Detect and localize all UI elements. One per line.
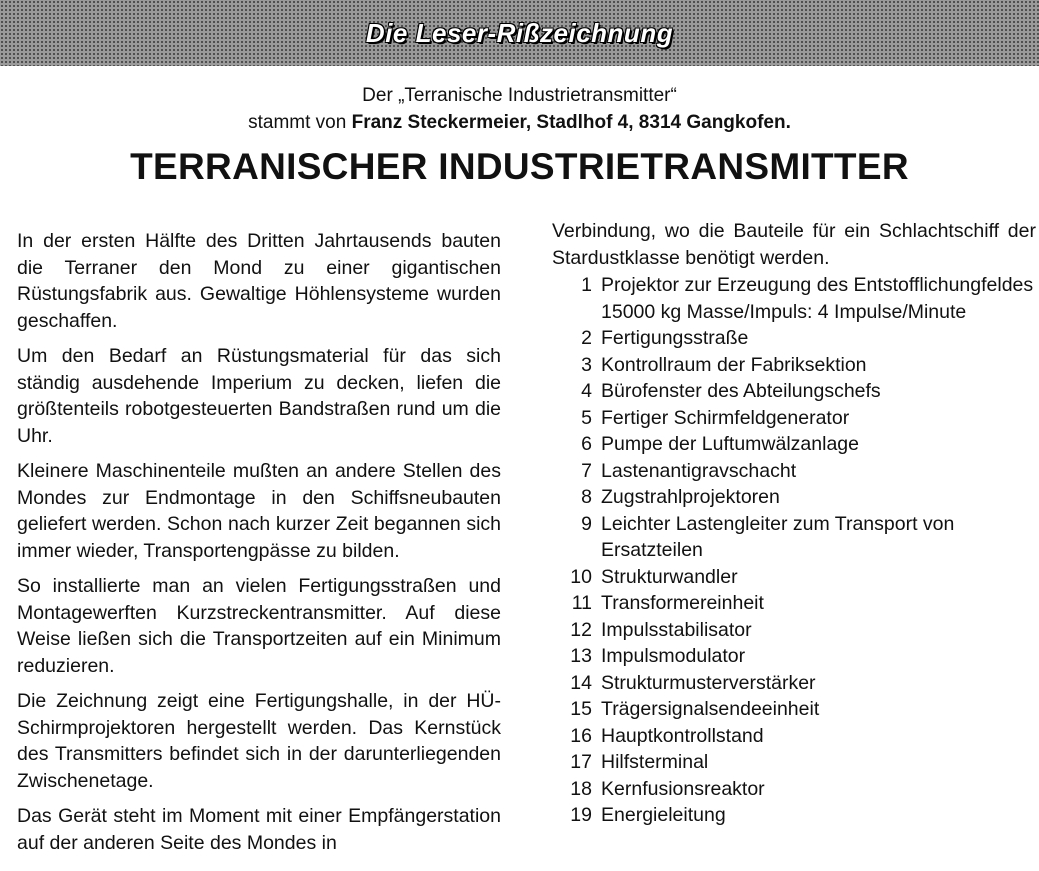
legend-item	[552, 405, 1036, 432]
legend-item-label: Projektor zur Erzeugung des Entstofflichungfeldes	[601, 274, 1034, 296]
legend-item	[552, 484, 1036, 511]
legend-item	[552, 511, 1036, 564]
legend-item-number: 15	[570, 698, 592, 720]
legend-item-label: Kontrollraum der Fabriksektion	[601, 353, 867, 376]
legend-item-text	[601, 749, 1036, 776]
legend-list	[552, 272, 1036, 829]
legend-item-label: Fertigungsstraße	[601, 327, 749, 349]
legend-item-label: Hauptkontrollstand	[601, 724, 764, 747]
legend-item-text	[601, 643, 1036, 670]
right-column	[552, 218, 1036, 829]
legend-item-text	[601, 458, 1036, 485]
legend-item-text	[601, 617, 1036, 644]
legend-item-text	[601, 590, 1036, 617]
legend-item-text	[601, 431, 1036, 458]
legend-item-number: 8	[581, 486, 592, 508]
legend-item	[552, 723, 1036, 750]
legend-item-number: 6	[581, 433, 592, 455]
legend-item-text	[601, 696, 1036, 723]
legend-item-label: Energieleitung	[601, 804, 726, 826]
legend-item	[552, 325, 1036, 352]
legend-item	[552, 590, 1036, 617]
legend-item-label: Lastenantigravschacht	[601, 459, 797, 482]
banner-title: Die Leser-Rißzeichnung	[365, 17, 674, 48]
paragraph: Kleinere Maschinenteile mußten an andere Stellen des Mondes zur Endmontage in den Schiffsneubauten geliefert werden. Schon nach kurzer Zeit begannen sich immer wieder, Transportengpässe zu bilden.	[17, 460, 501, 562]
legend-item-text	[601, 325, 1036, 352]
legend-item-label: Strukturwandler	[601, 565, 738, 588]
legend-item-number: 16	[570, 724, 592, 747]
legend-item-number: 11	[571, 592, 592, 614]
legend-item-number: 5	[581, 406, 592, 429]
legend-item	[552, 776, 1036, 803]
legend-item-label: Bürofenster des Abteilungschefs	[601, 380, 881, 402]
credit-prefix: stammt von	[248, 112, 352, 133]
legend-item	[552, 696, 1036, 723]
legend-item-number: 17	[570, 751, 592, 773]
credit-author: Franz Steckermeier, Stadlhof 4, 8314 Gangkofen.	[351, 112, 791, 133]
legend-item-number: 19	[570, 804, 592, 826]
legend-item	[552, 749, 1036, 776]
paragraph: Um den Bedarf an Rüstungsmaterial für das sich ständig ausdehende Imperium zu decken, liefen die größtenteils robotgesteuerten Bandstraßen rund um die Uhr.	[17, 345, 501, 447]
legend-item-detail: 15000 kg Masse/Impuls: 4 Impulse/Minute	[601, 300, 967, 323]
legend-item-label: Leichter Lastengleiter zum Transport von Ersatzteilen	[601, 512, 955, 561]
legend-item-number: 12	[570, 618, 592, 641]
legend-item-label: Strukturmusterverstärker	[601, 671, 816, 694]
legend-item-number: 13	[570, 645, 592, 667]
credit-line-2	[0, 109, 1039, 136]
legend-item-text	[601, 564, 1036, 591]
legend-item-label: Hilfsterminal	[601, 751, 709, 773]
legend-item-label: Trägersignalsendeeinheit	[601, 698, 820, 720]
legend-item-label: Fertiger Schirmfeldgenerator	[601, 406, 850, 429]
legend-item-text	[601, 484, 1036, 511]
legend-item	[552, 643, 1036, 670]
legend-item-label: Impulsmodulator	[601, 645, 746, 667]
paragraph: Das Gerät steht im Moment mit einer Empfängerstation auf der anderen Seite des Mondes in	[17, 805, 501, 854]
legend-item	[552, 272, 1036, 325]
legend-item-number: 18	[570, 777, 592, 800]
legend-item-number: 1	[581, 274, 592, 296]
legend-item-text	[601, 405, 1036, 432]
legend-item	[552, 378, 1036, 405]
legend-item-text	[601, 378, 1036, 405]
legend-item-number: 2	[581, 327, 592, 349]
paragraph: So installierte man an vielen Fertigungsstraßen und Montagewerften Kurzstreckentransmitter. Auf diese Weise ließen sich die Transportzeiten auf ein Minimum reduzieren.	[17, 575, 501, 677]
legend-item-number: 4	[581, 380, 592, 402]
legend-item-text	[601, 670, 1036, 697]
legend-item-text	[601, 802, 1036, 829]
legend-item-text	[601, 511, 1036, 564]
legend-item	[552, 352, 1036, 379]
legend-item-label: Transformereinheit	[601, 592, 764, 614]
legend-item-text	[601, 272, 1036, 325]
legend-item-number: 14	[570, 671, 592, 694]
legend-item	[552, 458, 1036, 485]
legend-item-label: Pumpe der Luftumwälzanlage	[601, 433, 859, 455]
legend-item	[552, 802, 1036, 829]
section-banner	[0, 0, 1039, 66]
legend-item-label: Kernfusionsreaktor	[601, 777, 765, 800]
legend-item	[552, 617, 1036, 644]
legend-item-number: 3	[581, 353, 592, 376]
legend-item-number: 10	[570, 565, 592, 588]
legend-item-text	[601, 352, 1036, 379]
paragraph: Die Zeichnung zeigt eine Fertigungshalle, in der HÜ-Schirmprojektoren hergestellt werden. Das Kernstück des Transmitters befindet sich in der darunterliegenden Zwischenetage.	[17, 690, 501, 792]
legend-item-label: Zugstrahlprojektoren	[601, 486, 780, 508]
legend-item	[552, 431, 1036, 458]
legend-item-text	[601, 776, 1036, 803]
legend-item-number: 7	[581, 459, 592, 482]
legend-item	[552, 670, 1036, 697]
legend-item-label: Impulsstabilisator	[601, 618, 752, 641]
left-column	[17, 228, 501, 865]
legend-item-text	[601, 723, 1036, 750]
legend-item	[552, 564, 1036, 591]
credit-line-1: Der „Terranische Industrietransmitter“	[362, 85, 677, 106]
legend-intro: Verbindung, wo die Bauteile für ein Schlachtschiff der Stardustklasse benötigt werden.	[552, 220, 1036, 269]
paragraph: In der ersten Hälfte des Dritten Jahrtausends bauten die Terraner den Mond zu einer gigantischen Rüstungsfabrik aus. Gewaltige Höhlensysteme wurden geschaffen.	[17, 230, 501, 332]
page-title: TERRANISCHER INDUSTRIETRANSMITTER	[130, 146, 909, 187]
legend-item-number: 9	[581, 512, 592, 535]
